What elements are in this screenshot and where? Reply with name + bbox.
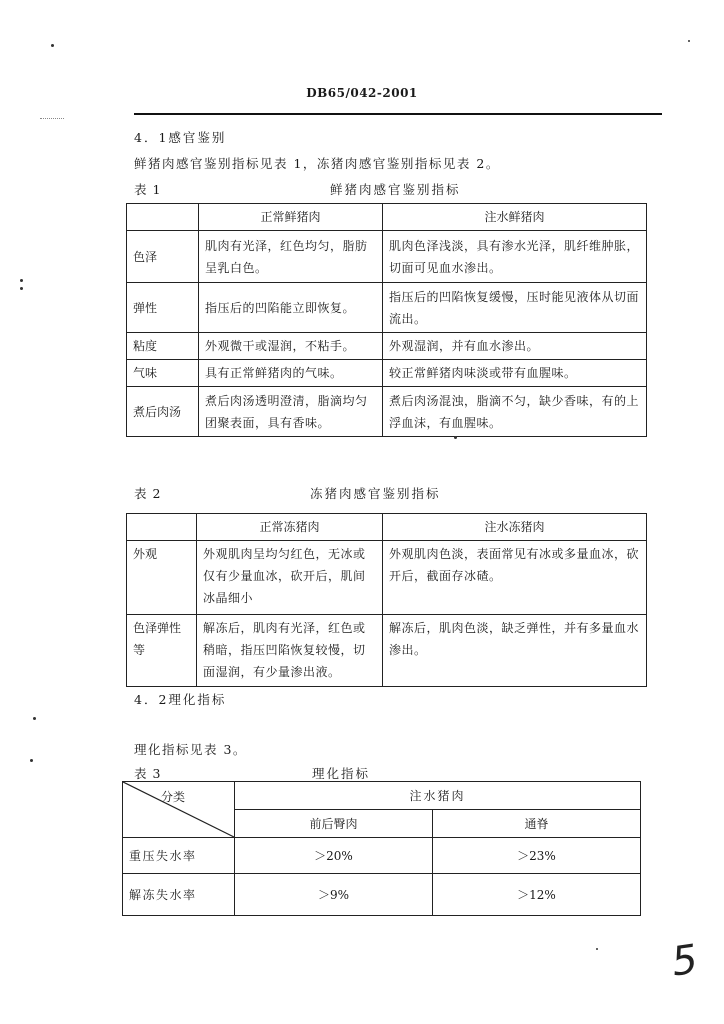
table-row <box>127 231 647 283</box>
table-cell: 煮后肉汤透明澄清，脂滴均匀团聚表面，具有香味。 <box>199 387 383 437</box>
row-header: 弹性 <box>127 283 199 333</box>
table-cell: ＞12% <box>433 874 641 916</box>
table-cell <box>127 514 197 541</box>
table-cell: 肌肉有光泽，红色均匀，脂肪呈乳白色。 <box>199 231 383 283</box>
row-header: 解冻失水率 <box>123 874 235 916</box>
table-cell: ＞20% <box>235 838 433 874</box>
table-cell: 解冻后，肌肉色淡，缺乏弹性，并有多量血水渗出。 <box>383 615 647 687</box>
table-cell: 指压后的凹陷恢复缓慢，压时能见液体从切面流出。 <box>383 283 647 333</box>
table-row <box>123 838 641 874</box>
row-header: 色泽弹性等 <box>127 615 197 687</box>
table-row <box>127 283 647 333</box>
table-row <box>127 387 647 437</box>
table-header-row <box>127 514 647 541</box>
section-42-heading: 4．2理化指标 <box>134 692 227 707</box>
table-row <box>127 615 647 687</box>
row-header: 重压失水率 <box>123 838 235 874</box>
table-cell: 具有正常鲜猪肉的气味。 <box>199 360 383 387</box>
table-row <box>127 333 647 360</box>
row-header: 色泽 <box>127 231 199 283</box>
scan-speck <box>454 436 457 439</box>
table-cell: 煮后肉汤混浊，脂滴不匀，缺少香味，有的上浮血沫，有血腥味。 <box>383 387 647 437</box>
column-header: 注水鲜猪肉 <box>383 204 647 231</box>
table-cell: 较正常鲜猪肉味淡或带有血腥味。 <box>383 360 647 387</box>
table-cell: ＞9% <box>235 874 433 916</box>
table-cell: 指压后的凹陷能立即恢复。 <box>199 283 383 333</box>
table1-label: 表 1 <box>134 182 162 197</box>
scan-speck <box>51 44 54 47</box>
table2-title: 冻猪肉感官鉴别指标 <box>310 486 441 501</box>
table-row <box>127 541 647 615</box>
table-header-row <box>123 782 641 810</box>
scan-speck <box>596 948 598 950</box>
table-cell: 外观肌肉呈均匀红色，无冰或仅有少量血冰，砍开后，肌间冰晶细小 <box>197 541 383 615</box>
row-header: 气味 <box>127 360 199 387</box>
scan-speck <box>20 287 23 290</box>
table-row <box>123 874 641 916</box>
column-group-header: 注水猪肉 <box>235 782 641 810</box>
table-cell: 外观湿润，并有血水渗出。 <box>383 333 647 360</box>
table-cell: 外观微干或湿润，不粘手。 <box>199 333 383 360</box>
table2 <box>126 513 647 687</box>
table2-label: 表 2 <box>134 486 162 501</box>
row-header: 粘度 <box>127 333 199 360</box>
section-41-heading: 4．1感官鉴别 <box>134 130 227 145</box>
table-row <box>127 360 647 387</box>
column-header: 正常鲜猪肉 <box>199 204 383 231</box>
scan-speck <box>30 759 33 762</box>
column-header: 注水冻猪肉 <box>383 514 647 541</box>
row-header: 煮后肉汤 <box>127 387 199 437</box>
table1-title: 鲜猪肉感官鉴别指标 <box>330 182 461 197</box>
table-header-row <box>127 204 647 231</box>
table-cell: 解冻后，肌肉有光泽，红色或稍暗，指压凹陷恢复较慢，切面湿润，有少量渗出液。 <box>197 615 383 687</box>
scan-speck <box>33 717 36 720</box>
table3-label: 表 3 <box>134 766 162 781</box>
standard-code: DB65/042-2001 <box>306 86 418 100</box>
section-41-intro: 鲜猪肉感官鉴别指标见表 1，冻猪肉感官鉴别指标见表 2。 <box>134 156 500 171</box>
scan-mark <box>40 118 64 119</box>
handwritten-page-mark: 5 <box>668 936 701 986</box>
table-cell: ＞23% <box>433 838 641 874</box>
table-cell <box>127 204 199 231</box>
section-42-intro: 理化指标见表 3。 <box>134 742 247 757</box>
column-header: 通脊 <box>433 810 641 838</box>
column-header: 正常冻猪肉 <box>197 514 383 541</box>
scan-speck <box>688 40 690 42</box>
table3-title: 理化指标 <box>312 766 371 781</box>
header-rule <box>134 113 662 115</box>
table1 <box>126 203 647 437</box>
corner-cell <box>123 782 235 838</box>
column-header: 前后臀肉 <box>235 810 433 838</box>
table-cell: 外观肌肉色淡，表面常见有冰或多量血冰，砍开后，截面存冰碴。 <box>383 541 647 615</box>
scan-speck <box>20 279 23 282</box>
table-cell: 肌肉色泽浅淡，具有渗水光泽，肌纤维肿胀，切面可见血水渗出。 <box>383 231 647 283</box>
table3 <box>122 781 641 916</box>
corner-label: 分类 <box>161 790 186 804</box>
row-header: 外观 <box>127 541 197 615</box>
